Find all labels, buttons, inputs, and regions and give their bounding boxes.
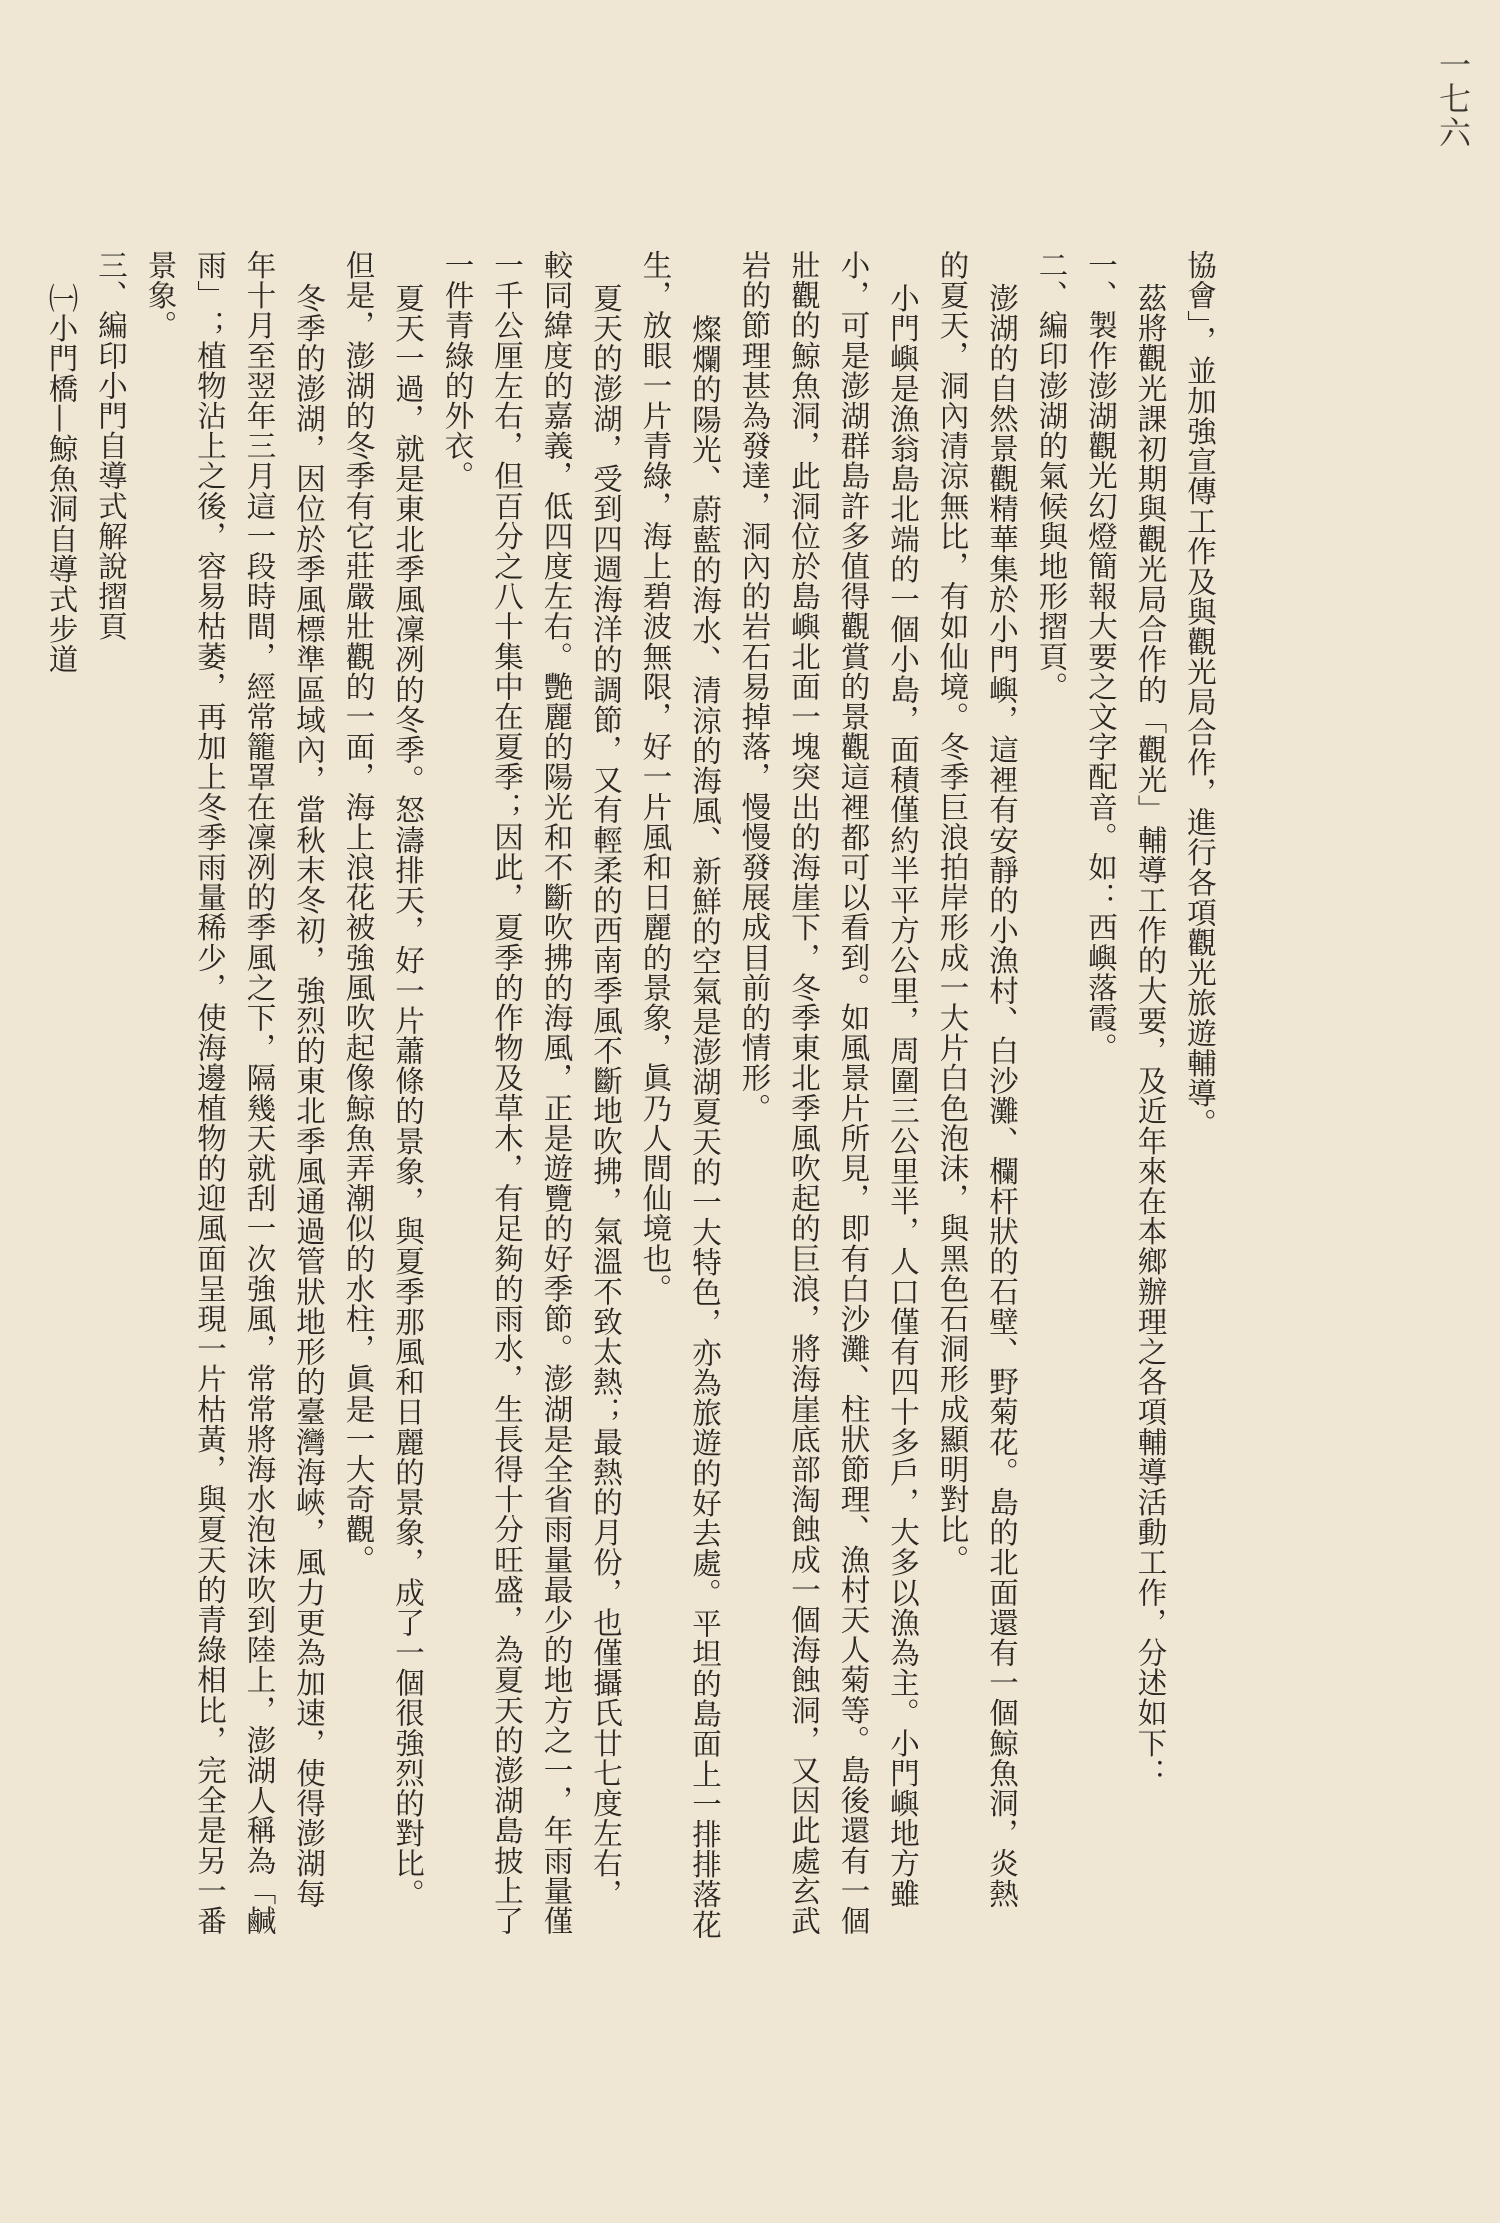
text-line: 夏天一過，就是東北季風凜冽的冬季。怒濤排天，好一片蕭條的景象，與夏季那風和日麗的景象，成了一個很強烈的對比。 [391, 283, 425, 1909]
text-line: 小門嶼是漁翁島北端的一個小島，面積僅約半平方公里，周圍三公里半，人口僅有四十多戶，大多以漁為主。小門嶼地方雖 [886, 283, 920, 1909]
text-line: 的夏天，洞內清涼無比，有如仙境。冬季巨浪拍岸形成一大片白色泡沫，與黑色石洞形成顯明對比。 [935, 250, 970, 1575]
text-line: 壯觀的鯨魚洞，此洞位於島嶼北面一塊突出的海崖下，冬季東北季風吹起的巨浪，將海崖底部淘蝕成一個海蝕洞，又因此處玄武 [787, 250, 821, 1936]
text-line: 冬季的澎湖，因位於季風標準區域內，當秋末冬初，強烈的東北季風通過管狀地形的臺灣海峽，風力更為加速，使得澎湖每 [292, 283, 326, 1909]
text-line: 一、製作澎湖觀光幻燈簡報大要之文字配音。如：西嶼落霞。 [1084, 250, 1118, 1063]
body-text [36, 250, 1224, 2130]
text-line: 景象。 [143, 250, 178, 341]
text-line: 三、編印小門自導式解說摺頁 [94, 250, 128, 642]
text-line: 一千公厘左右，但百分之八十集中在夏季；因此，夏季的作物及草木，有足夠的雨水，生長得十分旺盛，為夏天的澎湖島披上了 [490, 250, 524, 1936]
text-line: 夏天的澎湖，受到四週海洋的調節，又有輕柔的西南季風不斷地吹拂，氣溫不致太熱；最熱的月份，也僅攝氏廿七度左右， [589, 283, 623, 1909]
text-line: 協會」，並加強宣傳工作及與觀光局合作，進行各項觀光旅遊輔導。 [1183, 250, 1217, 1139]
text-line: 燦爛的陽光、蔚藍的海水、清涼的海風、新鮮的空氣是澎湖夏天的一大特色，亦為旅遊的好去處。平坦的島面上一排排落花 [688, 314, 722, 1940]
text-line: 較同緯度的嘉義，低四度左右。艷麗的陽光和不斷吹拂的海風，正是遊覽的好季節。澎湖是全省雨量最少的地方之一，年雨量僅 [539, 250, 574, 1936]
page-number: 一七六 [1434, 48, 1472, 150]
text-line: 茲將觀光課初期與觀光局合作的「觀光」輔導工作的大要，及近年來在本鄉辦理之各項輔導活動工作，分述如下： [1133, 283, 1168, 1788]
text-line: 年十月至翌年三月這一段時間，經常籠罩在凜冽的季風之下，隔幾天就刮一次強風，常常將海水泡沫吹到陸上，澎湖人稱為「鹹 [242, 250, 277, 1936]
text-line: 澎湖的自然景觀精華集於小門嶼，這裡有安靜的小漁村、白沙灘、欄杆狀的石壁、野菊花。島的北面還有一個鯨魚洞，炎熱 [985, 283, 1019, 1909]
text-line: 二、編印澎湖的氣候與地形摺頁。 [1034, 250, 1069, 702]
text-line: 雨」；植物沾上之後，容易枯萎，再加上冬季雨量稀少，使海邊植物的迎風面呈現一片枯黃，與夏天的青綠相比，完全是另一番 [193, 250, 227, 1936]
text-line: ㈠小門橋—鯨魚洞自導式步道 [44, 283, 79, 675]
text-line: 岩的節理甚為發達，洞內的岩石易掉落，慢慢發展成目前的情形。 [737, 250, 772, 1123]
text-line: 小，可是澎湖群島許多值得觀賞的景觀這裡都可以看到。如風景片所見，即有白沙灘、柱狀節理、漁村天人菊等。島後還有一個 [836, 250, 871, 1936]
text-line: 但是，澎湖的冬季有它莊嚴壯觀的一面，海上浪花被強風吹起像鯨魚弄潮似的水柱，眞是一大奇觀。 [341, 250, 376, 1575]
text-line: 生，放眼一片青綠，海上碧波無限，好一片風和日麗的景象，眞乃人間仙境也。 [638, 250, 673, 1304]
text-line: 一件青綠的外衣。 [440, 250, 475, 491]
